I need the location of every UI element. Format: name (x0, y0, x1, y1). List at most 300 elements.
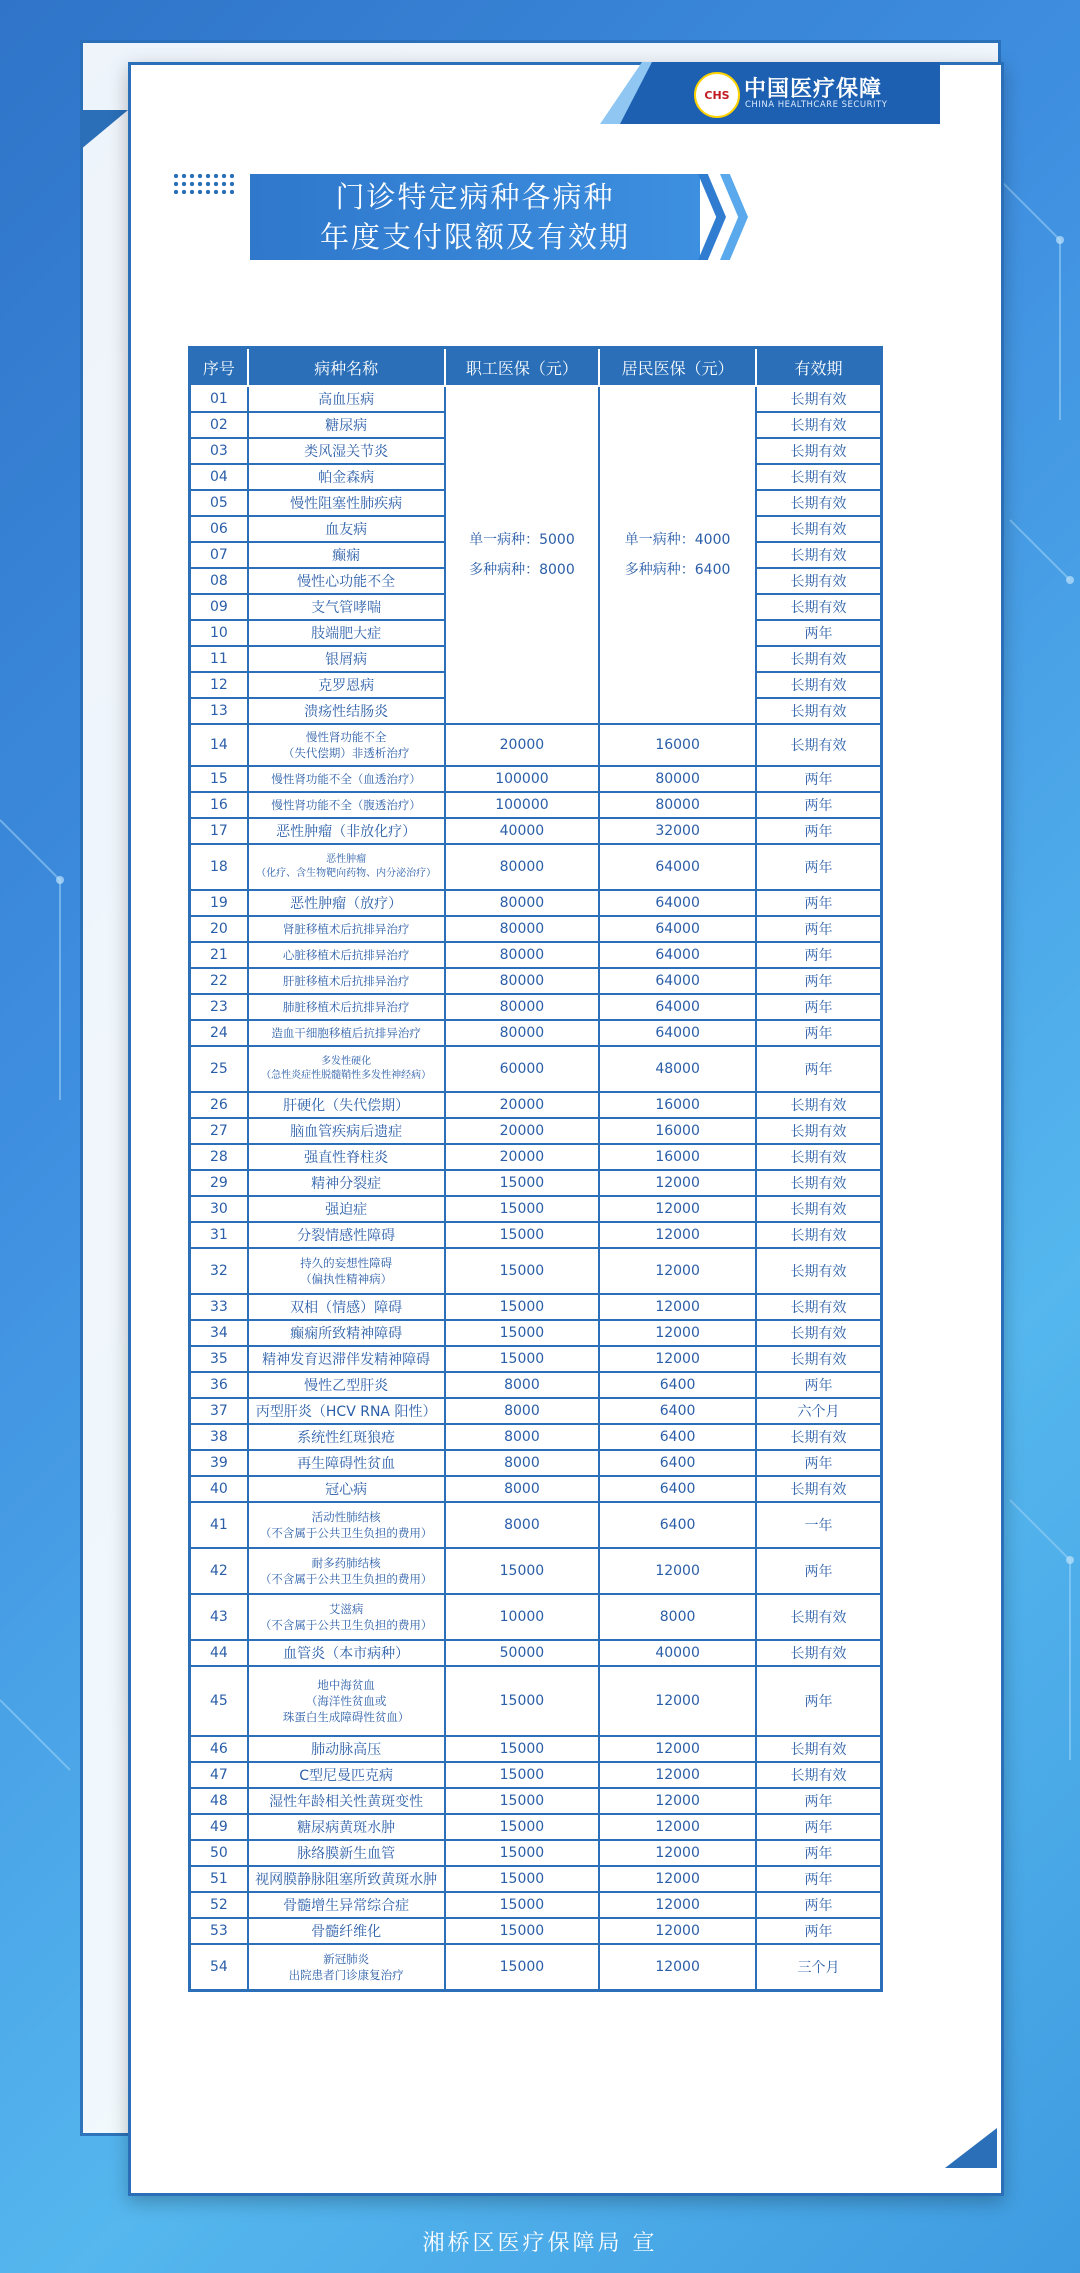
cell-resident-limit: 12000 (599, 1918, 756, 1944)
cell-no: 02 (190, 412, 248, 438)
cell-validity: 两年 (756, 942, 882, 968)
cell-no: 16 (190, 792, 248, 818)
cell-disease-name: 溃疡性结肠炎 (248, 698, 445, 724)
table-row (190, 1918, 882, 1944)
cell-validity: 两年 (756, 844, 882, 890)
cell-resident-limit: 16000 (599, 1144, 756, 1170)
cell-resident-limit: 12000 (599, 1944, 756, 1991)
cell-employee-limit: 100000 (445, 792, 600, 818)
cell-validity: 长期有效 (756, 438, 882, 464)
cell-validity: 两年 (756, 620, 882, 646)
cell-employee-limit: 20000 (445, 1092, 600, 1118)
cell-no: 06 (190, 516, 248, 542)
cell-validity: 长期有效 (756, 672, 882, 698)
cell-validity: 长期有效 (756, 646, 882, 672)
cell-disease-name: 慢性肾功能不全 （失代偿期）非透析治疗 (248, 724, 445, 766)
cell-disease-name: 恶性肿瘤 （化疗、含生物靶向药物、内分泌治疗） (248, 844, 445, 890)
cell-no: 11 (190, 646, 248, 672)
cell-disease-name: 糖尿病黄斑水肿 (248, 1814, 445, 1840)
cell-validity: 两年 (756, 1372, 882, 1398)
cell-validity: 两年 (756, 1548, 882, 1594)
cell-validity: 两年 (756, 1020, 882, 1046)
cell-employee-limit: 80000 (445, 844, 600, 890)
table-row (190, 968, 882, 994)
cell-validity: 一年 (756, 1502, 882, 1548)
cell-no: 07 (190, 542, 248, 568)
cell-resident-limit: 6400 (599, 1476, 756, 1502)
cell-resident-limit: 12000 (599, 1840, 756, 1866)
cell-employee-limit: 15000 (445, 1548, 600, 1594)
cell-no: 51 (190, 1866, 248, 1892)
cell-disease-name: 支气管哮喘 (248, 594, 445, 620)
cell-no: 38 (190, 1424, 248, 1450)
cell-disease-name: 双相（情感）障碍 (248, 1294, 445, 1320)
cell-no: 32 (190, 1248, 248, 1294)
table-row (190, 890, 882, 916)
header-validity: 有效期 (756, 348, 882, 387)
cell-employee-limit: 15000 (445, 1762, 600, 1788)
cell-disease-name: 克罗恩病 (248, 672, 445, 698)
cell-employee-limit: 15000 (445, 1944, 600, 1991)
cell-resident-limit: 8000 (599, 1594, 756, 1640)
cell-resident-limit: 12000 (599, 1736, 756, 1762)
table-row (190, 1762, 882, 1788)
cell-validity: 两年 (756, 1450, 882, 1476)
cell-validity: 长期有效 (756, 568, 882, 594)
cell-resident-limit: 40000 (599, 1640, 756, 1666)
cell-employee-limit: 15000 (445, 1918, 600, 1944)
cell-disease-name: 骨髓纤维化 (248, 1918, 445, 1944)
cell-disease-name: 系统性红斑狼疮 (248, 1424, 445, 1450)
cell-employee-limit: 15000 (445, 1788, 600, 1814)
cell-disease-name: 帕金森病 (248, 464, 445, 490)
cell-no: 47 (190, 1762, 248, 1788)
table-header-row (190, 348, 882, 387)
cell-resident-limit: 64000 (599, 968, 756, 994)
table-row (190, 1170, 882, 1196)
cell-disease-name: 肺脏移植术后抗排异治疗 (248, 994, 445, 1020)
table-row (190, 766, 882, 792)
table-row (190, 994, 882, 1020)
cell-validity: 两年 (756, 1918, 882, 1944)
cell-no: 53 (190, 1918, 248, 1944)
cell-no: 36 (190, 1372, 248, 1398)
cell-employee-limit: 80000 (445, 916, 600, 942)
cell-no: 19 (190, 890, 248, 916)
cell-no: 25 (190, 1046, 248, 1092)
table-row (190, 1092, 882, 1118)
cell-no: 12 (190, 672, 248, 698)
cell-resident-limit: 64000 (599, 942, 756, 968)
cell-no: 01 (190, 386, 248, 412)
table-row (190, 1944, 882, 1991)
cell-no: 23 (190, 994, 248, 1020)
cell-no: 54 (190, 1944, 248, 1991)
cell-no: 31 (190, 1222, 248, 1248)
cell-validity: 长期有效 (756, 1248, 882, 1294)
table-row (190, 1666, 882, 1736)
header-no: 序号 (190, 348, 248, 387)
cell-disease-name: 高血压病 (248, 386, 445, 412)
cell-validity: 两年 (756, 1892, 882, 1918)
table-row (190, 1502, 882, 1548)
cell-disease-name: 银屑病 (248, 646, 445, 672)
cell-disease-name: 血管炎（本市病种） (248, 1640, 445, 1666)
cell-validity: 两年 (756, 890, 882, 916)
cell-resident-limit: 6400 (599, 1502, 756, 1548)
cell-no: 21 (190, 942, 248, 968)
cell-disease-name: 精神发育迟滞伴发精神障碍 (248, 1346, 445, 1372)
cell-no: 48 (190, 1788, 248, 1814)
cell-validity: 长期有效 (756, 1736, 882, 1762)
cell-validity: 两年 (756, 1788, 882, 1814)
cell-disease-name: 癫痫所致精神障碍 (248, 1320, 445, 1346)
cell-employee-limit: 20000 (445, 724, 600, 766)
cell-employee-limit: 20000 (445, 1118, 600, 1144)
table-row (190, 1144, 882, 1170)
cell-disease-name: 慢性乙型肝炎 (248, 1372, 445, 1398)
cell-no: 34 (190, 1320, 248, 1346)
header-employee: 职工医保（元） (445, 348, 600, 387)
cell-employee-limit: 15000 (445, 1840, 600, 1866)
cell-employee-limit: 100000 (445, 766, 600, 792)
cell-no: 45 (190, 1666, 248, 1736)
cell-disease-name: 慢性肾功能不全（血透治疗） (248, 766, 445, 792)
cell-no: 17 (190, 818, 248, 844)
table-row (190, 724, 882, 766)
cell-disease-name: 慢性阻塞性肺疾病 (248, 490, 445, 516)
cell-employee-limit: 15000 (445, 1892, 600, 1918)
cell-validity: 长期有效 (756, 1346, 882, 1372)
cell-validity: 长期有效 (756, 516, 882, 542)
table-row (190, 1118, 882, 1144)
cell-employee-limit: 8000 (445, 1502, 600, 1548)
cell-no: 50 (190, 1840, 248, 1866)
cell-resident-limit: 12000 (599, 1170, 756, 1196)
cell-validity: 长期有效 (756, 1320, 882, 1346)
cell-no: 41 (190, 1502, 248, 1548)
cell-employee-limit: 8000 (445, 1372, 600, 1398)
cell-no: 39 (190, 1450, 248, 1476)
cell-disease-name: 精神分裂症 (248, 1170, 445, 1196)
cell-validity: 长期有效 (756, 724, 882, 766)
cell-disease-name: 恶性肿瘤（放疗） (248, 890, 445, 916)
cell-validity: 长期有效 (756, 1118, 882, 1144)
cell-employee-limit: 15000 (445, 1320, 600, 1346)
cell-disease-name: 再生障碍性贫血 (248, 1450, 445, 1476)
cell-no: 52 (190, 1892, 248, 1918)
cell-resident-limit: 12000 (599, 1222, 756, 1248)
cell-validity: 长期有效 (756, 542, 882, 568)
cell-employee-limit: 15000 (445, 1222, 600, 1248)
table-row (190, 1398, 882, 1424)
cell-validity: 两年 (756, 1046, 882, 1092)
table-row (190, 1346, 882, 1372)
cell-employee-limit: 15000 (445, 1294, 600, 1320)
cell-no: 49 (190, 1814, 248, 1840)
cell-employee-limit: 80000 (445, 994, 600, 1020)
cell-no: 30 (190, 1196, 248, 1222)
cell-disease-name: 恶性肿瘤（非放化疗） (248, 818, 445, 844)
logo-title: 中国医疗保障 (744, 77, 883, 102)
cell-disease-name: 持久的妄想性障碍 （偏执性精神病） (248, 1248, 445, 1294)
cell-validity: 长期有效 (756, 1144, 882, 1170)
table-row (190, 1814, 882, 1840)
cell-disease-name: 耐多药肺结核 （不含属于公共卫生负担的费用） (248, 1548, 445, 1594)
cell-resident-limit: 80000 (599, 766, 756, 792)
cell-resident-limit: 6400 (599, 1398, 756, 1424)
cell-validity: 长期有效 (756, 698, 882, 724)
table-row (190, 1294, 882, 1320)
cell-no: 18 (190, 844, 248, 890)
cell-disease-name: 分裂情感性障碍 (248, 1222, 445, 1248)
cell-resident-limit: 6400 (599, 1424, 756, 1450)
cell-resident-limit: 64000 (599, 890, 756, 916)
cell-validity: 三个月 (756, 1944, 882, 1991)
cell-resident-limit: 12000 (599, 1548, 756, 1594)
cell-no: 09 (190, 594, 248, 620)
table-row (190, 1548, 882, 1594)
cell-disease-name: 血友病 (248, 516, 445, 542)
disease-limit-table (188, 346, 883, 1992)
cell-no: 15 (190, 766, 248, 792)
cell-disease-name: 类风湿关节炎 (248, 438, 445, 464)
cell-resident-limit-merged: 单一病种：4000 多种病种：6400 (599, 386, 756, 724)
cell-employee-limit: 80000 (445, 968, 600, 994)
cell-validity: 两年 (756, 1840, 882, 1866)
cell-employee-limit: 15000 (445, 1170, 600, 1196)
header-resident: 居民医保（元） (599, 348, 756, 387)
cell-resident-limit: 64000 (599, 994, 756, 1020)
cell-no: 13 (190, 698, 248, 724)
cell-resident-limit: 16000 (599, 1092, 756, 1118)
cell-resident-limit: 6400 (599, 1450, 756, 1476)
cell-disease-name: 艾滋病 （不含属于公共卫生负担的费用） (248, 1594, 445, 1640)
cell-no: 14 (190, 724, 248, 766)
table-row (190, 1450, 882, 1476)
cell-disease-name: 肺动脉高压 (248, 1736, 445, 1762)
cell-no: 44 (190, 1640, 248, 1666)
cell-validity: 两年 (756, 1814, 882, 1840)
dot-grid-icon (172, 172, 234, 198)
table-row (190, 818, 882, 844)
cell-employee-limit: 50000 (445, 1640, 600, 1666)
cell-validity: 长期有效 (756, 464, 882, 490)
cell-disease-name: 脑血管疾病后遗症 (248, 1118, 445, 1144)
cell-disease-name: 肝硬化（失代偿期） (248, 1092, 445, 1118)
cell-employee-limit: 80000 (445, 890, 600, 916)
cell-validity: 长期有效 (756, 412, 882, 438)
cell-resident-limit: 16000 (599, 1118, 756, 1144)
page-title (250, 174, 700, 260)
cell-validity: 长期有效 (756, 1294, 882, 1320)
header-name: 病种名称 (248, 348, 445, 387)
cell-no: 42 (190, 1548, 248, 1594)
cell-no: 33 (190, 1294, 248, 1320)
cell-employee-limit-merged: 单一病种：5000 多种病种：8000 (445, 386, 600, 724)
corner-accent (945, 2128, 997, 2168)
cell-validity: 长期有效 (756, 1222, 882, 1248)
cell-disease-name: 新冠肺炎 出院患者门诊康复治疗 (248, 1944, 445, 1991)
cell-resident-limit: 12000 (599, 1814, 756, 1840)
cell-no: 08 (190, 568, 248, 594)
table-row (190, 1736, 882, 1762)
cell-resident-limit: 12000 (599, 1866, 756, 1892)
cell-employee-limit: 8000 (445, 1450, 600, 1476)
cell-no: 46 (190, 1736, 248, 1762)
cell-disease-name: 慢性肾功能不全（腹透治疗） (248, 792, 445, 818)
cell-no: 03 (190, 438, 248, 464)
cell-disease-name: 丙型肝炎（HCV RNA 阳性） (248, 1398, 445, 1424)
table-row (190, 1892, 882, 1918)
cell-resident-limit: 12000 (599, 1762, 756, 1788)
cell-validity: 长期有效 (756, 594, 882, 620)
table-row (190, 1424, 882, 1450)
table-row (190, 1248, 882, 1294)
cell-resident-limit: 80000 (599, 792, 756, 818)
cell-resident-limit: 12000 (599, 1294, 756, 1320)
table-row (190, 386, 882, 412)
cell-no: 27 (190, 1118, 248, 1144)
table-row (190, 1320, 882, 1346)
cell-validity: 长期有效 (756, 1594, 882, 1640)
cell-disease-name: 多发性硬化 （急性炎症性脱髓鞘性多发性神经病） (248, 1046, 445, 1092)
cell-employee-limit: 8000 (445, 1398, 600, 1424)
cell-disease-name: 慢性心功能不全 (248, 568, 445, 594)
cell-resident-limit: 6400 (599, 1372, 756, 1398)
cell-resident-limit: 12000 (599, 1892, 756, 1918)
cell-disease-name: 视网膜静脉阻塞所致黄斑水肿 (248, 1866, 445, 1892)
cell-disease-name: 癫痫 (248, 542, 445, 568)
table-row (190, 1222, 882, 1248)
cell-validity: 长期有效 (756, 1424, 882, 1450)
cell-validity: 两年 (756, 818, 882, 844)
cell-validity: 两年 (756, 994, 882, 1020)
cell-validity: 六个月 (756, 1398, 882, 1424)
chs-logo-icon: CHS (694, 72, 740, 118)
cell-disease-name: 造血干细胞移植后抗排异治疗 (248, 1020, 445, 1046)
cell-validity: 两年 (756, 916, 882, 942)
cell-resident-limit: 12000 (599, 1320, 756, 1346)
cell-disease-name: 冠心病 (248, 1476, 445, 1502)
cell-validity: 两年 (756, 1866, 882, 1892)
cell-disease-name: 强迫症 (248, 1196, 445, 1222)
cell-disease-name: 活动性肺结核 （不含属于公共卫生负担的费用） (248, 1502, 445, 1548)
table-row (190, 1840, 882, 1866)
cell-no: 35 (190, 1346, 248, 1372)
cell-disease-name: 糖尿病 (248, 412, 445, 438)
cell-disease-name: 肾脏移植术后抗排异治疗 (248, 916, 445, 942)
table-row (190, 1788, 882, 1814)
cell-resident-limit: 12000 (599, 1196, 756, 1222)
cell-no: 10 (190, 620, 248, 646)
cell-employee-limit: 15000 (445, 1736, 600, 1762)
cell-resident-limit: 12000 (599, 1346, 756, 1372)
cell-disease-name: 地中海贫血 （海洋性贫血或 珠蛋白生成障碍性贫血） (248, 1666, 445, 1736)
cell-disease-name: 肝脏移植术后抗排异治疗 (248, 968, 445, 994)
cell-resident-limit: 32000 (599, 818, 756, 844)
cell-no: 28 (190, 1144, 248, 1170)
table-row (190, 844, 882, 890)
logo-subtitle: CHINA HEALTHCARE SECURITY (745, 100, 888, 110)
cell-resident-limit: 12000 (599, 1248, 756, 1294)
cell-validity: 两年 (756, 792, 882, 818)
cell-employee-limit: 15000 (445, 1346, 600, 1372)
table-row (190, 1640, 882, 1666)
cell-disease-name: 心脏移植术后抗排异治疗 (248, 942, 445, 968)
table-row (190, 1020, 882, 1046)
table-row (190, 1046, 882, 1092)
cell-disease-name: 湿性年龄相关性黄斑变性 (248, 1788, 445, 1814)
title-line-1: 门诊特定病种各病种 (335, 180, 615, 214)
cell-employee-limit: 15000 (445, 1196, 600, 1222)
cell-validity: 长期有效 (756, 1640, 882, 1666)
cell-disease-name: 强直性脊柱炎 (248, 1144, 445, 1170)
cell-employee-limit: 15000 (445, 1248, 600, 1294)
cell-validity: 长期有效 (756, 386, 882, 412)
cell-no: 22 (190, 968, 248, 994)
cell-validity: 两年 (756, 968, 882, 994)
cell-disease-name: 骨髓增生异常综合症 (248, 1892, 445, 1918)
cell-employee-limit: 20000 (445, 1144, 600, 1170)
cell-resident-limit: 48000 (599, 1046, 756, 1092)
cell-resident-limit: 64000 (599, 916, 756, 942)
cell-validity: 长期有效 (756, 1092, 882, 1118)
cell-validity: 长期有效 (756, 1476, 882, 1502)
table-row (190, 1594, 882, 1640)
cell-employee-limit: 80000 (445, 1020, 600, 1046)
cell-validity: 两年 (756, 766, 882, 792)
cell-validity: 长期有效 (756, 1170, 882, 1196)
cell-validity: 长期有效 (756, 1196, 882, 1222)
cell-validity: 长期有效 (756, 490, 882, 516)
cell-resident-limit: 12000 (599, 1788, 756, 1814)
cell-employee-limit: 8000 (445, 1424, 600, 1450)
cell-no: 20 (190, 916, 248, 942)
cell-disease-name: C型尼曼匹克病 (248, 1762, 445, 1788)
cell-no: 05 (190, 490, 248, 516)
cell-no: 29 (190, 1170, 248, 1196)
cell-employee-limit: 10000 (445, 1594, 600, 1640)
table-row (190, 792, 882, 818)
cell-employee-limit: 8000 (445, 1476, 600, 1502)
table-row (190, 942, 882, 968)
cell-validity: 两年 (756, 1666, 882, 1736)
cell-no: 40 (190, 1476, 248, 1502)
cell-employee-limit: 15000 (445, 1814, 600, 1840)
cell-resident-limit: 12000 (599, 1666, 756, 1736)
cell-resident-limit: 16000 (599, 724, 756, 766)
table-row (190, 916, 882, 942)
cell-no: 24 (190, 1020, 248, 1046)
cell-resident-limit: 64000 (599, 844, 756, 890)
cell-no: 43 (190, 1594, 248, 1640)
cell-employee-limit: 15000 (445, 1866, 600, 1892)
cell-no: 37 (190, 1398, 248, 1424)
corner-accent (80, 110, 128, 150)
title-line-2: 年度支付限额及有效期 (319, 220, 630, 254)
cell-disease-name: 肢端肥大症 (248, 620, 445, 646)
table-row (190, 1196, 882, 1222)
cell-employee-limit: 40000 (445, 818, 600, 844)
cell-disease-name: 脉络膜新生血管 (248, 1840, 445, 1866)
cell-employee-limit: 80000 (445, 942, 600, 968)
cell-employee-limit: 60000 (445, 1046, 600, 1092)
table-row (190, 1476, 882, 1502)
cell-no: 04 (190, 464, 248, 490)
footer-publisher: 湘桥区医疗保障局 宣 (422, 2231, 658, 2256)
table-row (190, 1372, 882, 1398)
